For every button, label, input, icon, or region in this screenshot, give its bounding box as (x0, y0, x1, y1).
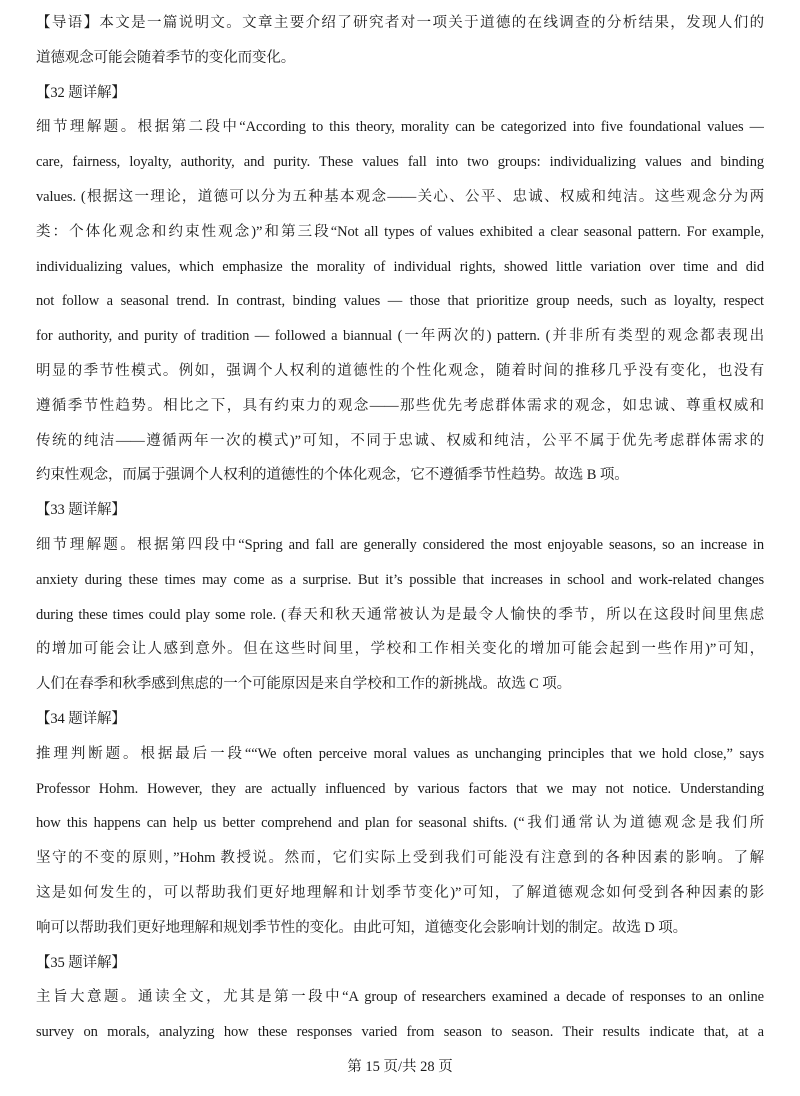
q32-explanation-line: values. (根据这一理论，道德可以分为五种基本观念——关心、公平、忠诚、权威和纯洁。这些观念分为两 (36, 188, 764, 205)
q34-answer-line: 响可以帮助我们更好地理解和规划季节性的变化。由此可知，道德变化会影响计划的制定。故选 D 项。 (36, 919, 688, 936)
q34-explanation-line: how this happens can help us better comprehend and plan for seasonal shifts. (“我们通常认为道德观念是我们所 (36, 815, 764, 832)
q32-explanation-line: 细节理解题。根据第二段中“According to this theory, morality can be categorized into five foundational values — (36, 119, 764, 136)
q33-explanation-line: 的增加可能会让人感到意外。但在这些时间里，学校和工作相关变化的增加可能会起到一些作用)”可知， (36, 641, 764, 658)
intro-line: 道德观念可能会随着季节的变化而变化。 (36, 49, 296, 66)
q33-answer-line: 人们在春季和秋季感到焦虑的一个可能原因是来自学校和工作的新挑战。故选 C 项。 (36, 676, 572, 693)
heading-q33: 【33 题详解】 (36, 502, 126, 519)
q32-explanation-line: 类：个体化观念和约束性观念)”和第三段“Not all types of values exhibited a clear seasonal pattern. For example, (36, 223, 764, 240)
q32-explanation-line: not follow a seasonal trend. In contrast, binding values — those that prioritize group needs, such as loyalty, respect (36, 293, 764, 310)
q32-explanation-line: care, fairness, loyalty, authority, and purity. These values fall into two groups: individualizing values and binding (36, 154, 764, 171)
q32-explanation-line: 明显的季节性模式。例如，强调个人权利的道德性的个性化观念，随着时间的推移几乎没有变化，也没有 (36, 362, 764, 379)
heading-q35: 【35 题详解】 (36, 954, 126, 971)
q34-explanation-line: 坚守的不变的原则，”Hohm 教授说。然而，它们实际上受到我们可能没有注意到的各种因素的影响。了解 (36, 850, 764, 867)
heading-q32: 【32 题详解】 (36, 84, 126, 101)
page-footer: 第 15 页/共 28 页 (347, 1058, 453, 1075)
q33-explanation-line: anxiety during these times may come as a surprise. But it’s possible that increases in school and work-related changes (36, 571, 764, 588)
q33-explanation-line: 细节理解题。根据第四段中“Spring and fall are generally considered the most enjoyable seasons, so an increase in (36, 536, 764, 553)
q32-explanation-line: 遵循季节性趋势。相比之下，具有约束力的观念——那些优先考虑群体需求的观念，如忠诚、尊重权威和 (36, 397, 764, 414)
q32-explanation-line: for authority, and purity of tradition — followed a biannual (一年两次的) pattern. (并非所有类型的观念都表现出 (36, 328, 764, 345)
q32-explanation-line: individualizing values, which emphasize the morality of individual rights, showed little variation over time and did (36, 258, 764, 275)
q32-answer-line: 约束性观念，而属于强调个人权利的道德性的个体化观念，它不遵循季节性趋势。故选 B 项。 (36, 467, 629, 484)
q35-explanation-line: survey on morals, analyzing how these responses varied from season to season. Their results indicate that, at a (36, 1024, 764, 1041)
heading-q34: 【34 题详解】 (36, 710, 126, 727)
q35-explanation-line: 主旨大意题。通读全文，尤其是第一段中“A group of researchers examined a decade of responses to an online (36, 989, 764, 1006)
q34-explanation-line: 推理判断题。根据最后一段““We often perceive moral values as unchanging principles that we hold close,” says (36, 745, 764, 762)
q34-explanation-line: 这是如何发生的，可以帮助我们更好地理解和计划季节变化)”可知，了解道德观念如何受到各种因素的影 (36, 884, 764, 901)
q34-explanation-line: Professor Hohm. However, they are actually influenced by various factors that we may not notice. Understanding (36, 780, 764, 797)
q33-explanation-line: during these times could play some role. (春天和秋天通常被认为是最令人愉快的季节，所以在这段时间里焦虑 (36, 606, 764, 623)
q32-explanation-line: 传统的纯洁——遵循两年一次的模式)”可知，不同于忠诚、权威和纯洁，公平不属于优先考虑群体需求的 (36, 432, 764, 449)
intro-line: 【导语】本文是一篇说明文。文章主要介绍了研究者对一项关于道德的在线调查的分析结果，发现人们的 (36, 15, 764, 31)
